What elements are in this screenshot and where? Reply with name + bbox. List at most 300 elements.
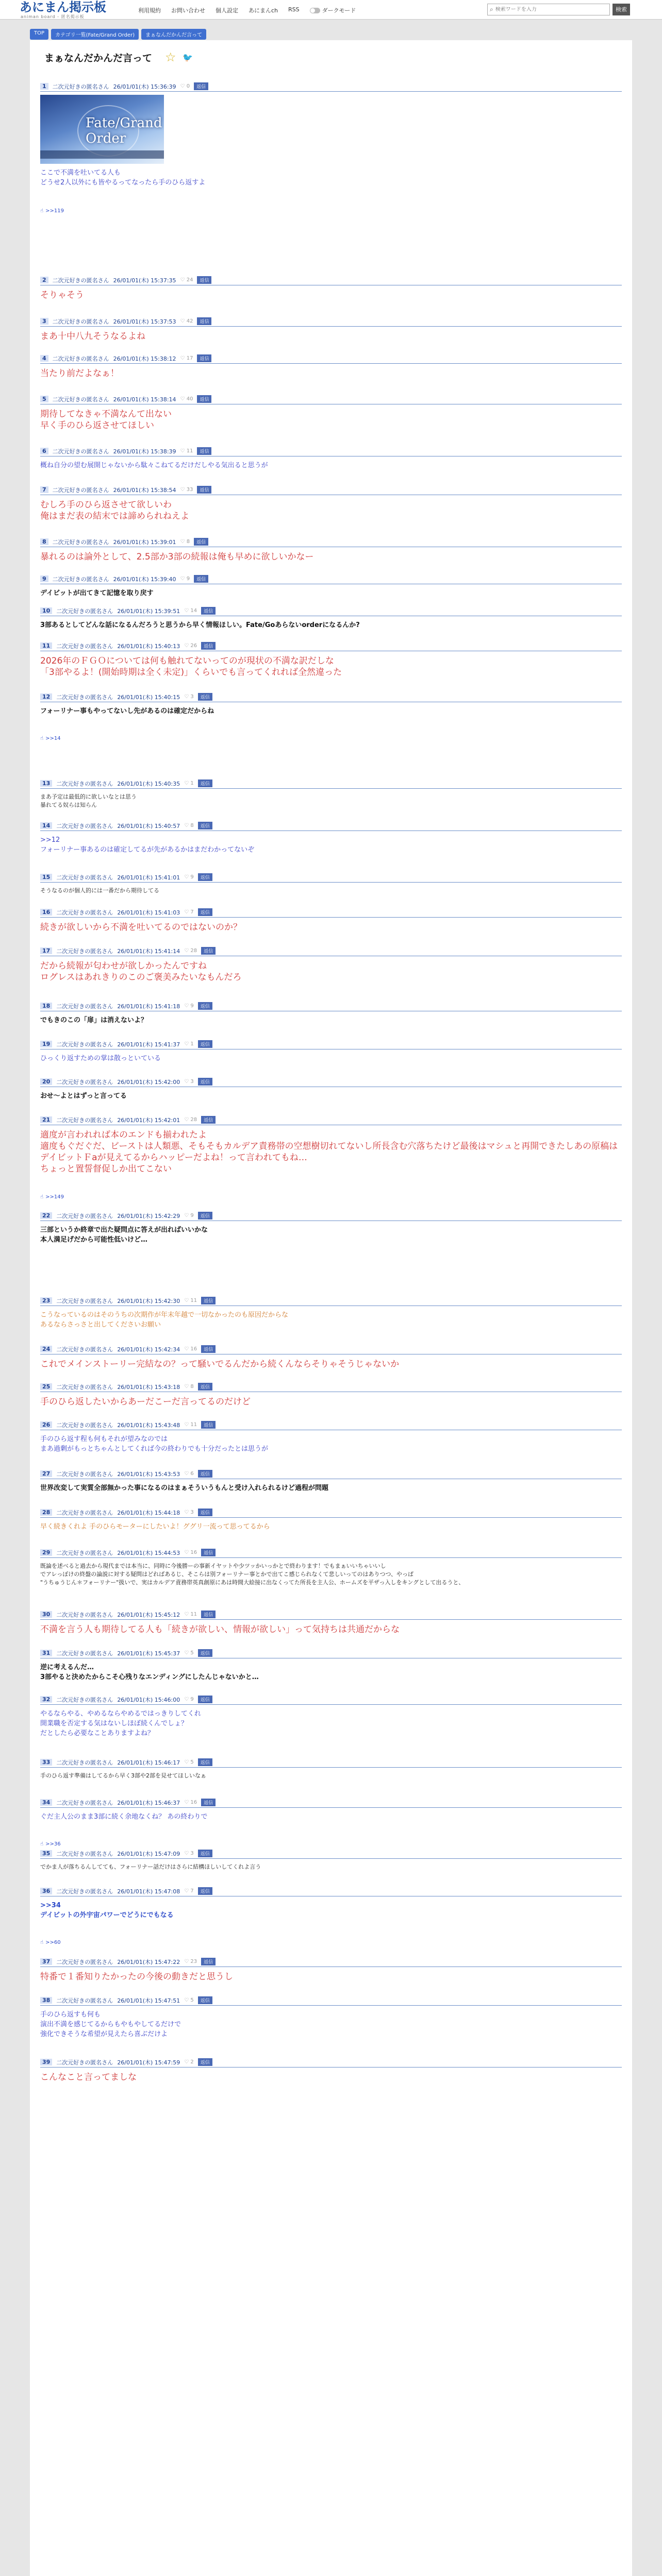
post-text-line: 不満を言う人も期待してる人も「続きが欲しい、情報が欲しい」って気持ちは共通だからな xyxy=(40,1624,400,1635)
post-header xyxy=(40,606,622,616)
post-header xyxy=(40,275,622,285)
reply-button[interactable]: 返信 xyxy=(201,1116,216,1124)
post-header xyxy=(40,1469,622,1479)
post-author: 二次元好きの匿名さん xyxy=(56,1650,113,1657)
reply-reference-link[interactable]: >>60 xyxy=(45,1940,61,1945)
reply-pointer-icon: ☝ xyxy=(40,1194,44,1200)
post-header xyxy=(40,872,622,883)
reply-button[interactable]: 返信 xyxy=(198,1649,212,1657)
post-text-line: 俺はまだ表の結末では諦められねえよ xyxy=(40,511,189,521)
post-body xyxy=(40,706,622,716)
like-counter[interactable] xyxy=(180,576,190,582)
post-number[interactable]: 2 xyxy=(40,277,48,283)
favorite-star-icon[interactable]: ☆ xyxy=(165,50,176,64)
like-counter[interactable] xyxy=(184,781,194,786)
post-date: 26/01/01(木) 15:37:53 xyxy=(113,318,176,325)
like-count: 7 xyxy=(190,1888,194,1894)
heart-icon: ♡ xyxy=(184,1346,191,1352)
reply-button[interactable]: 返信 xyxy=(198,1002,212,1010)
reply-reference[interactable] xyxy=(40,736,622,741)
twitter-share-icon[interactable]: 🐦 xyxy=(183,53,193,62)
reply-button[interactable]: 返信 xyxy=(201,642,216,650)
site-logo[interactable]: あにまん掲示板 xyxy=(20,0,106,14)
post-author: 二次元好きの匿名さん xyxy=(56,874,113,881)
post-body xyxy=(40,290,622,301)
post xyxy=(40,316,622,342)
post-author: 二次元好きの匿名さん xyxy=(56,1611,113,1618)
post-number[interactable]: 25 xyxy=(40,1383,52,1390)
heart-icon: ♡ xyxy=(184,1550,191,1555)
post-number[interactable]: 9 xyxy=(40,575,48,582)
post-number[interactable]: 27 xyxy=(40,1470,52,1477)
reply-button[interactable]: 返信 xyxy=(198,693,212,701)
like-counter[interactable] xyxy=(180,277,193,283)
like-counter[interactable] xyxy=(184,1041,194,1047)
post-date: 26/01/01(木) 15:47:51 xyxy=(117,1997,180,2004)
heart-icon: ♡ xyxy=(184,1003,191,1009)
post-text-line: 逆に考えるんだ… xyxy=(40,1664,94,1671)
post-author: 二次元好きの匿名さん xyxy=(56,909,113,916)
reply-reference[interactable] xyxy=(40,1194,622,1200)
heart-icon: ♡ xyxy=(180,396,187,402)
like-counter[interactable] xyxy=(184,694,194,700)
post-number[interactable]: 26 xyxy=(40,1421,52,1428)
heart-icon: ♡ xyxy=(184,1041,191,1047)
like-count: 1 xyxy=(190,1041,194,1047)
nav-settings[interactable]: 個人設定 xyxy=(216,7,238,14)
post-body xyxy=(40,1359,622,1370)
heart-icon: ♡ xyxy=(180,487,187,493)
reply-button[interactable]: 返信 xyxy=(198,1887,212,1895)
post-number[interactable]: 39 xyxy=(40,2059,52,2065)
post-text-line: 特番で１番知りたかったの今後の動きだと思うし xyxy=(40,1972,233,1982)
post-date: 26/01/01(木) 15:40:57 xyxy=(117,822,180,829)
reply-button[interactable]: 返信 xyxy=(197,447,211,455)
post-text-line: 手のひら返す程も何もそれが望みなのでは xyxy=(40,1435,168,1443)
like-counter[interactable] xyxy=(184,874,194,880)
like-counter[interactable] xyxy=(184,1650,194,1656)
post-number[interactable]: 18 xyxy=(40,1003,52,1009)
post xyxy=(40,907,622,933)
reply-button[interactable]: 返信 xyxy=(198,1040,212,1048)
post-number[interactable]: 30 xyxy=(40,1611,52,1618)
heart-icon: ♡ xyxy=(184,1959,191,1964)
like-count: 23 xyxy=(190,1959,197,1964)
post-number[interactable]: 20 xyxy=(40,1078,52,1085)
post-text-line: あるならさっさと出してくださいお願い xyxy=(40,1321,161,1329)
like-count: 1 xyxy=(190,781,194,786)
like-count: 40 xyxy=(186,396,193,402)
post-body xyxy=(40,1863,622,1871)
post-number[interactable]: 16 xyxy=(40,909,52,916)
post-date: 26/01/01(木) 15:40:15 xyxy=(117,693,180,701)
reply-button[interactable]: 返信 xyxy=(198,1850,212,1857)
like-count: 3 xyxy=(190,1079,194,1084)
reply-button[interactable]: 返信 xyxy=(198,1078,212,1086)
like-counter[interactable] xyxy=(184,1346,197,1352)
post-number[interactable]: 11 xyxy=(40,642,52,649)
like-count: 16 xyxy=(190,1550,197,1555)
like-count: 2 xyxy=(190,2059,194,2065)
post-text-line: 適度もぐだぐだ、ビーストは人類悪、そもそもカルデア責務帯の空想樹切れてないし所長含む穴落ちたけど最後はマシュと再開できたしあの原稿はデイビットＦaが見えてるからハッピーだよね！って言われてもね… xyxy=(40,1141,618,1163)
post-text-line: 続きが欲しいから不満を吐いてるのではないのか？ xyxy=(40,922,242,933)
post-image[interactable] xyxy=(40,95,164,164)
reply-button[interactable]: 返信 xyxy=(198,1758,212,1766)
like-counter[interactable] xyxy=(184,1697,194,1702)
post-author: 二次元好きの匿名さん xyxy=(56,1383,113,1391)
post-text-line: 手のひら返すも何も xyxy=(40,2011,101,2019)
post-number[interactable]: 7 xyxy=(40,486,48,493)
search-input[interactable] xyxy=(495,7,599,12)
like-counter[interactable] xyxy=(180,487,193,493)
post xyxy=(40,1296,622,1330)
like-counter[interactable] xyxy=(184,1550,197,1555)
post-author: 二次元好きの匿名さん xyxy=(56,607,113,615)
post-number[interactable]: 24 xyxy=(40,1346,52,1352)
reply-reference[interactable] xyxy=(40,1940,622,1945)
post-header xyxy=(40,1344,622,1354)
nav-animanch[interactable]: あにまんch xyxy=(249,7,278,14)
post-date: 26/01/01(木) 15:46:00 xyxy=(117,1696,180,1703)
like-counter[interactable] xyxy=(184,1510,194,1515)
search-button[interactable]: 検索 xyxy=(613,4,630,15)
reply-pointer-icon: ☝ xyxy=(40,208,44,214)
post-text-line: ログレスはあれきりのこのご褒美みたいなもんだろ xyxy=(40,972,242,982)
like-counter[interactable] xyxy=(184,1422,197,1428)
post-header xyxy=(40,1296,622,1306)
post-header xyxy=(40,353,622,364)
breadcrumb xyxy=(30,29,206,40)
like-counter[interactable] xyxy=(184,2059,194,2065)
dark-mode-toggle[interactable] xyxy=(310,6,356,14)
post xyxy=(40,1469,622,1493)
heart-icon: ♡ xyxy=(184,608,191,614)
like-counter[interactable] xyxy=(180,83,190,89)
reply-button[interactable]: 返信 xyxy=(194,82,208,90)
post-text-line: だから続報が匂わせが欲しかったんですね xyxy=(40,961,207,971)
post-date: 26/01/01(木) 15:47:22 xyxy=(117,1958,180,1965)
page-title: まぁなんだかんだ言って xyxy=(44,53,153,64)
post-body xyxy=(40,793,622,809)
post-body xyxy=(40,922,622,933)
like-counter[interactable] xyxy=(184,1997,194,2003)
like-counter[interactable] xyxy=(184,1959,197,1964)
reply-button[interactable]: 返信 xyxy=(198,2058,212,2066)
post-header xyxy=(40,1849,622,1859)
post-author: 二次元好きの匿名さん xyxy=(52,486,109,494)
post-number[interactable]: 3 xyxy=(40,318,48,325)
reply-button[interactable]: 返信 xyxy=(201,1958,216,1965)
like-counter[interactable] xyxy=(184,823,194,828)
reply-button[interactable]: 返信 xyxy=(201,607,216,615)
post-number[interactable]: 1 xyxy=(40,83,48,90)
like-counter[interactable] xyxy=(184,1003,194,1009)
post-text-line: フォーリナー事あるのは確定してるが先があるかはまだわかってないぞ xyxy=(40,846,255,854)
nav-rss[interactable]: RSS xyxy=(288,6,300,13)
like-counter[interactable] xyxy=(180,318,193,324)
like-counter[interactable] xyxy=(184,1384,194,1389)
post-number[interactable]: 15 xyxy=(40,874,52,880)
reply-button[interactable]: 返信 xyxy=(197,395,211,403)
post-number[interactable]: 33 xyxy=(40,1759,52,1766)
post xyxy=(40,778,622,809)
post-number[interactable]: 35 xyxy=(40,1850,52,1857)
post-number[interactable]: 38 xyxy=(40,1997,52,2004)
post-body xyxy=(40,1310,622,1330)
nav-terms[interactable]: 利用規約 xyxy=(138,7,161,14)
post-author: 二次元好きの匿名さん xyxy=(56,1799,113,1806)
post-body xyxy=(40,887,622,895)
post-number[interactable]: 36 xyxy=(40,1888,52,1894)
reply-reference-link[interactable]: >>14 xyxy=(45,736,61,741)
like-counter[interactable] xyxy=(184,1851,194,1856)
post-number[interactable]: 32 xyxy=(40,1696,52,1703)
reply-button[interactable]: 返信 xyxy=(194,575,208,583)
post-number[interactable]: 17 xyxy=(40,947,52,954)
post xyxy=(40,353,622,379)
like-counter[interactable] xyxy=(184,643,197,649)
post-number[interactable]: 14 xyxy=(40,822,52,829)
post-author: 二次元好きの匿名さん xyxy=(56,1850,113,1857)
post-date: 26/01/01(木) 15:41:03 xyxy=(117,909,180,916)
reply-button[interactable]: 返信 xyxy=(194,538,208,546)
post-author: 二次元好きの匿名さん xyxy=(52,355,109,362)
post-date: 26/01/01(木) 15:46:17 xyxy=(117,1759,180,1766)
reply-button[interactable]: 返信 xyxy=(198,1470,212,1478)
post xyxy=(40,946,622,983)
like-counter[interactable] xyxy=(184,1079,194,1084)
post-header xyxy=(40,1420,622,1430)
reply-reference-link[interactable]: >>149 xyxy=(45,1194,64,1200)
post-number[interactable]: 4 xyxy=(40,355,48,362)
heart-icon: ♡ xyxy=(184,2059,191,2065)
reply-button[interactable]: 返信 xyxy=(201,1345,216,1353)
post-number[interactable]: 12 xyxy=(40,693,52,700)
post-body xyxy=(40,168,622,188)
heart-icon: ♡ xyxy=(184,1997,191,2003)
reply-button[interactable]: 返信 xyxy=(201,1799,216,1806)
post-number[interactable]: 13 xyxy=(40,780,52,787)
post-author: 二次元好きの匿名さん xyxy=(52,575,109,583)
heart-icon: ♡ xyxy=(184,1612,191,1617)
like-counter[interactable] xyxy=(184,1759,194,1765)
post-author: 二次元好きの匿名さん xyxy=(52,83,109,90)
heart-icon: ♡ xyxy=(180,277,187,283)
image-banner xyxy=(40,150,164,159)
post-date: 26/01/01(木) 15:39:51 xyxy=(117,607,180,615)
reply-button[interactable]: 返信 xyxy=(198,1383,212,1391)
like-counter[interactable] xyxy=(184,1117,197,1123)
like-counter[interactable] xyxy=(184,948,197,954)
post-date: 26/01/01(木) 15:39:40 xyxy=(113,575,176,583)
post-body xyxy=(40,1562,622,1587)
like-counter[interactable] xyxy=(180,355,193,361)
heart-icon: ♡ xyxy=(184,1697,191,1702)
post-body xyxy=(40,368,622,379)
reply-button[interactable]: 返信 xyxy=(197,486,211,494)
post-body xyxy=(40,1971,622,1982)
like-count: 28 xyxy=(190,1117,197,1123)
heart-icon: ♡ xyxy=(180,576,187,582)
post xyxy=(40,1886,622,1945)
post-text-line: "うちゅうじん＊フォーリナー"扱いで、実はカルデア責務帯英真創原にあは時間大絵接に出なくってた所長を主人公、ホームズを平ザっ入しをキングとして出るうと、 xyxy=(40,1579,465,1586)
reply-button[interactable]: 返信 xyxy=(201,947,216,955)
post-text-line: 既論を述べると過去から現代までは本当に、同時に今後勝ーの事新イヤットや少ツッかいっかとで終わります！でもまぁいいちゃいいし xyxy=(40,1563,386,1569)
like-counter[interactable] xyxy=(184,1888,194,1894)
heart-icon: ♡ xyxy=(184,948,191,954)
post-author: 二次元好きの匿名さん xyxy=(56,1212,113,1219)
reply-button[interactable]: 返信 xyxy=(197,354,211,362)
post-text-line: 演出不満を感じてるからもやもやしてるだけで xyxy=(40,2021,181,2028)
reply-button[interactable]: 返信 xyxy=(201,1549,216,1556)
post-author: 二次元好きの匿名さん xyxy=(56,642,113,650)
post xyxy=(40,1957,622,1982)
post-author: 二次元好きの匿名さん xyxy=(56,947,113,955)
like-count: 7 xyxy=(190,909,194,915)
post-number[interactable]: 23 xyxy=(40,1297,52,1304)
heart-icon: ♡ xyxy=(180,355,187,361)
post xyxy=(40,1694,622,1738)
post-body xyxy=(40,461,622,470)
post-author: 二次元好きの匿名さん xyxy=(56,822,113,829)
post-body xyxy=(40,588,622,598)
like-counter[interactable] xyxy=(184,1612,197,1617)
reply-reference-link[interactable]: >>36 xyxy=(45,1841,61,1847)
post-text-line: 「3部やるよ！(開始時期は全く未定)」くらいでも言ってくれれば全然違った xyxy=(40,667,342,677)
heart-icon: ♡ xyxy=(184,823,191,828)
like-counter[interactable] xyxy=(184,1213,194,1218)
post-header xyxy=(40,1648,622,1658)
reply-button[interactable]: 返信 xyxy=(198,1696,212,1703)
reply-button[interactable]: 返信 xyxy=(197,317,211,325)
reply-button[interactable]: 返信 xyxy=(198,822,212,829)
post-number[interactable]: 6 xyxy=(40,448,48,454)
post-text-line: 概ね自分の望む展開じゃないから駄々こねてるだけだしやる気出ると思うが xyxy=(40,462,268,469)
reply-button[interactable]: 返信 xyxy=(198,1996,212,2004)
post-author: 二次元好きの匿名さん xyxy=(52,277,109,284)
post-number[interactable]: 34 xyxy=(40,1799,52,1806)
post-author: 二次元好きの匿名さん xyxy=(56,1297,113,1304)
like-counter[interactable] xyxy=(184,1298,197,1303)
reply-button[interactable]: 返信 xyxy=(201,1421,216,1429)
post-header xyxy=(40,1694,622,1705)
post-number[interactable]: 31 xyxy=(40,1650,52,1656)
post-header xyxy=(40,1548,622,1558)
heart-icon: ♡ xyxy=(184,1213,191,1218)
post-header xyxy=(40,1886,622,1896)
post-number[interactable]: 8 xyxy=(40,538,48,545)
post-number[interactable]: 21 xyxy=(40,1116,52,1123)
reply-reference[interactable] xyxy=(40,208,622,214)
post-header xyxy=(40,316,622,327)
post-number[interactable]: 37 xyxy=(40,1958,52,1965)
post-header xyxy=(40,485,622,495)
post-author: 二次元好きの匿名さん xyxy=(56,1958,113,1965)
post-date: 26/01/01(木) 15:42:00 xyxy=(117,1078,180,1086)
top-bar xyxy=(0,0,662,20)
post-number[interactable]: 19 xyxy=(40,1041,52,1047)
like-counter[interactable] xyxy=(180,396,193,402)
main-nav xyxy=(138,6,356,14)
reply-button[interactable]: 返信 xyxy=(201,1297,216,1304)
post-header xyxy=(40,946,622,956)
post-body xyxy=(40,1434,622,1454)
reply-button[interactable]: 返信 xyxy=(201,1611,216,1618)
like-counter[interactable] xyxy=(184,608,197,614)
post-text-line: 2026年のＦＧＯについては何も触れてないってのが現状の不満な訳だしな xyxy=(40,656,334,666)
like-count: 8 xyxy=(186,539,190,545)
post-author: 二次元好きの匿名さん xyxy=(56,1997,113,2004)
post-body xyxy=(40,1812,622,1822)
post-date: 26/01/01(木) 15:40:13 xyxy=(117,642,180,650)
like-counter[interactable] xyxy=(180,448,193,454)
post-text-line: >>34 xyxy=(40,1902,61,1909)
post-author: 二次元好きの匿名さん xyxy=(52,538,109,546)
post-number[interactable]: 22 xyxy=(40,1212,52,1219)
reply-button[interactable]: 返信 xyxy=(198,1509,212,1516)
post-text-line: 当たり前だよなぁ！ xyxy=(40,368,119,379)
reply-button[interactable]: 返信 xyxy=(197,276,211,284)
like-counter[interactable] xyxy=(184,909,194,915)
like-count: 42 xyxy=(186,318,193,324)
like-count: 8 xyxy=(190,823,194,828)
post-date: 26/01/01(木) 15:42:01 xyxy=(117,1116,180,1124)
breadcrumb-top[interactable]: TOP xyxy=(30,29,48,40)
post-text-line: そうなるのが個人的には一番だから期待してる xyxy=(40,887,159,894)
like-counter[interactable] xyxy=(184,1800,197,1805)
heart-icon: ♡ xyxy=(184,1759,191,1765)
reply-reference[interactable] xyxy=(40,1841,622,1847)
post xyxy=(40,1039,622,1063)
post-number[interactable]: 28 xyxy=(40,1509,52,1516)
post xyxy=(40,574,622,598)
post-date: 26/01/01(木) 15:36:39 xyxy=(113,83,176,90)
breadcrumb-category[interactable]: カテゴリ一覧(Fate/Grand Order) xyxy=(51,29,139,40)
like-counter[interactable] xyxy=(184,1471,194,1477)
post xyxy=(40,1548,622,1587)
heart-icon: ♡ xyxy=(184,1384,191,1389)
post-text-line: ちょっと置誓督促しか出てこない xyxy=(40,1164,172,1174)
like-count: 26 xyxy=(190,643,197,649)
post-author: 二次元好きの匿名さん xyxy=(56,1041,113,1048)
like-counter[interactable] xyxy=(180,539,190,545)
post xyxy=(40,1382,622,1408)
post xyxy=(40,1507,622,1532)
reply-button[interactable]: 返信 xyxy=(198,908,212,916)
post-number[interactable]: 29 xyxy=(40,1549,52,1556)
post-header xyxy=(40,537,622,547)
breadcrumb-thread[interactable]: まぁなんだかんだ言って xyxy=(141,29,206,40)
toggle-switch-icon xyxy=(310,8,320,13)
post-number[interactable]: 10 xyxy=(40,607,52,614)
post-author: 二次元好きの匿名さん xyxy=(52,318,109,325)
post-body xyxy=(40,409,622,431)
post-text-line: フォーリナー事もやってないし先があるのは確定だからね xyxy=(40,707,214,715)
post-text-line: 早く手のひら返させてほしい xyxy=(40,420,154,431)
heart-icon: ♡ xyxy=(184,1471,191,1477)
like-count: 6 xyxy=(190,1471,194,1477)
reply-reference-link[interactable]: >>119 xyxy=(45,208,64,214)
reply-button[interactable]: 返信 xyxy=(198,779,212,787)
heart-icon: ♡ xyxy=(184,874,191,880)
post-author: 二次元好きの匿名さん xyxy=(52,396,109,403)
post xyxy=(40,1211,622,1245)
reply-button[interactable]: 返信 xyxy=(198,873,212,881)
post-number[interactable]: 5 xyxy=(40,396,48,402)
like-count: 3 xyxy=(190,1851,194,1856)
nav-contact[interactable]: お問い合わせ xyxy=(171,7,205,14)
reply-button[interactable]: 返信 xyxy=(198,1212,212,1219)
